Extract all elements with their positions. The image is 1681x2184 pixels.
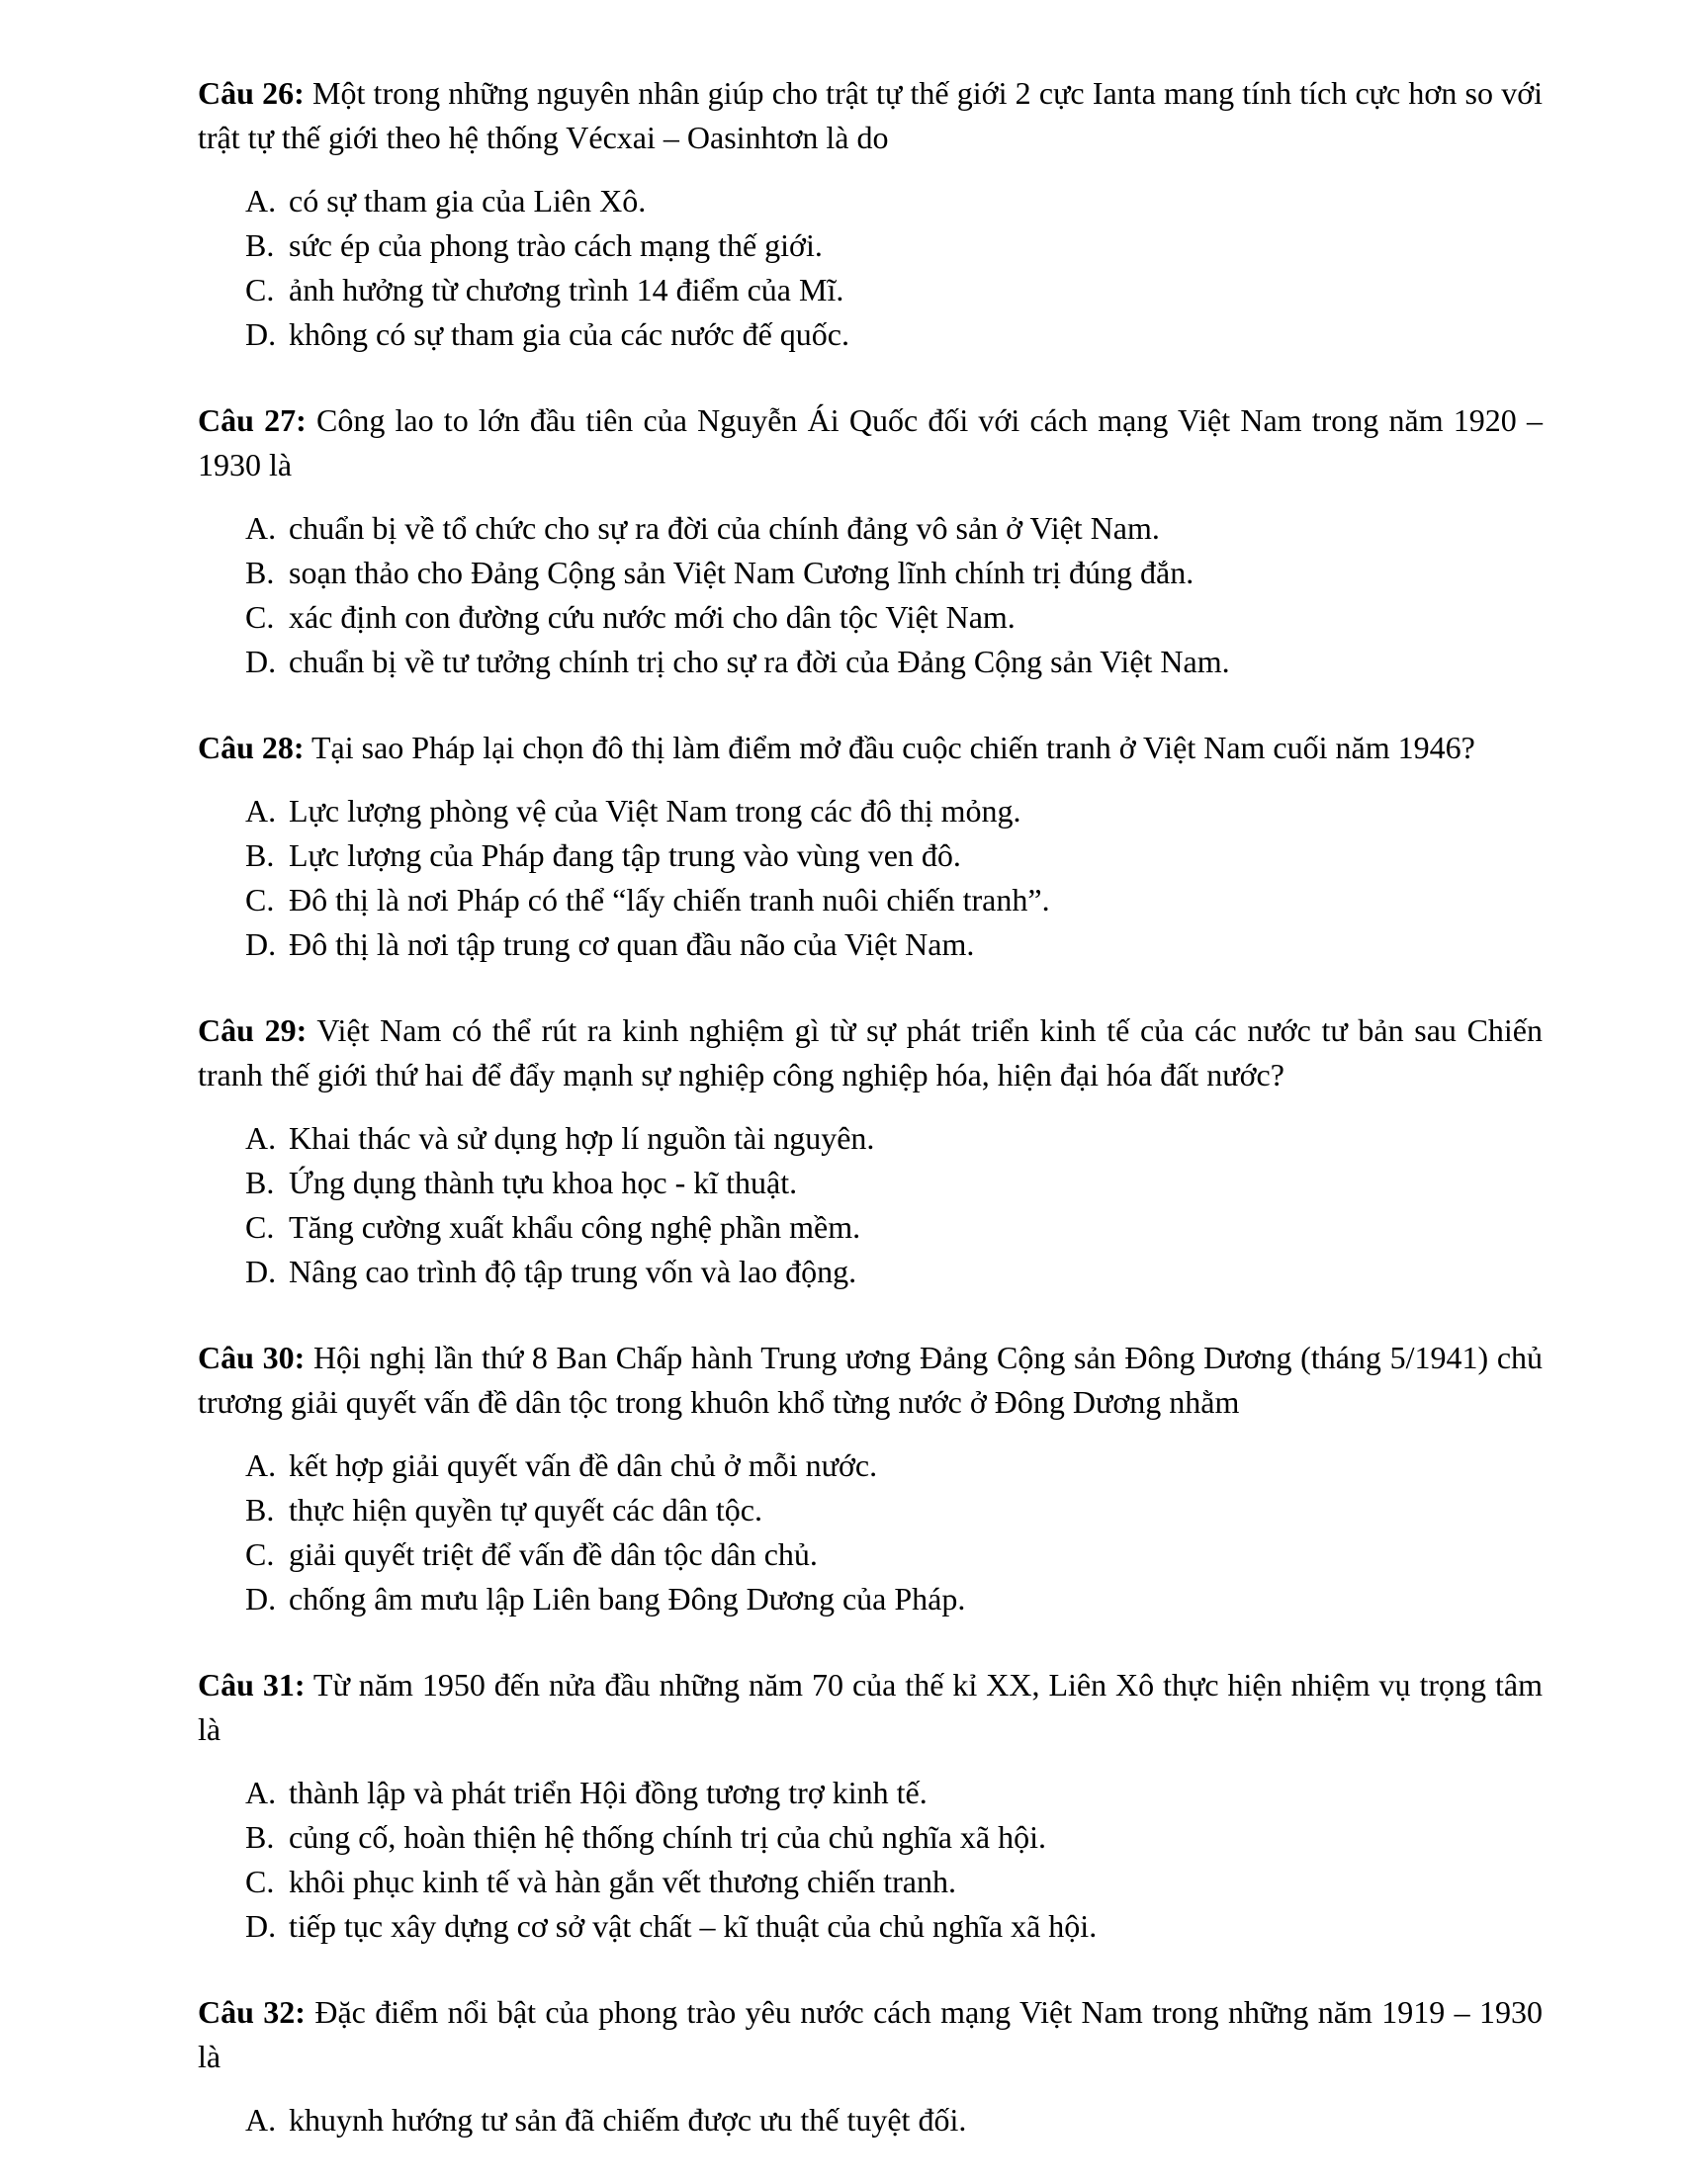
option-text: Lực lượng của Pháp đang tập trung vào vùng ven đô. (289, 837, 961, 873)
option-letter: A. (245, 2102, 277, 2138)
option-text: có sự tham gia của Liên Xô. (289, 183, 647, 218)
question-number: Câu 30: (198, 1340, 306, 1375)
answer-options (198, 1116, 1543, 1294)
option-letter: C. (245, 1864, 275, 1899)
question-text: Việt Nam có thể rút ra kinh nghiệm gì từ sự phát triển kinh tế của các nước tư bản sau Chiến tranh thế giới thứ hai để đẩy mạnh sự nghiệp công nghiệp hóa, hiện đại hóa đất nước? (198, 1012, 1544, 1092)
option-letter: B. (245, 1819, 275, 1855)
question-stem (198, 1336, 1543, 1425)
question-number: Câu 29: (198, 1012, 308, 1048)
question-stem (198, 726, 1543, 770)
option-text: ảnh hưởng từ chương trình 14 điểm của Mĩ. (289, 272, 844, 307)
option-c (245, 1205, 1543, 1250)
question-stem (198, 1008, 1543, 1097)
option-b (245, 223, 1543, 268)
option-text: tiếp tục xây dựng cơ sở vật chất – kĩ thuật của chủ nghĩa xã hội. (289, 1908, 1098, 1944)
option-a (245, 2098, 1543, 2142)
option-text: Đô thị là nơi tập trung cơ quan đầu não của Việt Nam. (289, 926, 975, 962)
option-c (245, 1860, 1543, 1904)
option-letter: D. (245, 644, 277, 679)
question-number: Câu 26: (198, 75, 305, 111)
question-text: Tại sao Pháp lại chọn đô thị làm điểm mở đầu cuộc chiến tranh ở Việt Nam cuối năm 1946? (310, 730, 1475, 765)
answer-options (198, 506, 1543, 684)
option-text: không có sự tham gia của các nước đế quốc. (289, 316, 849, 352)
option-text: khuynh hướng tư sản đã chiếm được ưu thế tuyệt đối. (289, 2102, 967, 2138)
option-text: sức ép của phong trào cách mạng thế giới. (289, 227, 823, 263)
option-text: Nâng cao trình độ tập trung vốn và lao động. (289, 1254, 857, 1289)
option-d (245, 1904, 1543, 1949)
answer-options (198, 1771, 1543, 1949)
option-a (245, 1443, 1543, 1488)
option-letter: A. (245, 793, 277, 829)
option-c (245, 595, 1543, 640)
option-c (245, 878, 1543, 922)
question-stem (198, 1990, 1543, 2079)
option-text: kết hợp giải quyết vấn đề dân chủ ở mỗi nước. (289, 1447, 878, 1483)
question-32 (198, 1990, 1543, 2142)
question-number: Câu 31: (198, 1667, 306, 1703)
option-letter: A. (245, 183, 277, 218)
option-letter: A. (245, 510, 277, 546)
answer-options (198, 2098, 1543, 2142)
option-b (245, 551, 1543, 595)
option-letter: D. (245, 316, 277, 352)
question-text: Đặc điểm nổi bật của phong trào yêu nước cách mạng Việt Nam trong những năm 1919 – 1930 là (198, 1994, 1544, 2074)
option-text: soạn thảo cho Đảng Cộng sản Việt Nam Cương lĩnh chính trị đúng đắn. (289, 555, 1194, 590)
option-letter: D. (245, 926, 277, 962)
option-text: củng cố, hoàn thiện hệ thống chính trị của chủ nghĩa xã hội. (289, 1819, 1047, 1855)
option-letter: B. (245, 227, 275, 263)
option-b (245, 1815, 1543, 1860)
question-31 (198, 1663, 1543, 1949)
option-letter: B. (245, 1165, 275, 1200)
option-text: Khai thác và sử dụng hợp lí nguồn tài nguyên. (289, 1120, 875, 1156)
question-stem (198, 71, 1543, 160)
option-text: chuẩn bị về tổ chức cho sự ra đời của chính đảng vô sản ở Việt Nam. (289, 510, 1160, 546)
option-b (245, 833, 1543, 878)
option-letter: C. (245, 272, 275, 307)
option-d (245, 640, 1543, 684)
option-c (245, 1532, 1543, 1577)
option-a (245, 789, 1543, 833)
option-letter: A. (245, 1447, 277, 1483)
option-text: thực hiện quyền tự quyết các dân tộc. (289, 1492, 762, 1528)
option-text: khôi phục kinh tế và hàn gắn vết thương chiến tranh. (289, 1864, 956, 1899)
option-c (245, 268, 1543, 312)
option-text: Ứng dụng thành tựu khoa học - kĩ thuật. (289, 1165, 798, 1200)
option-letter: C. (245, 1536, 275, 1572)
option-letter: A. (245, 1775, 277, 1810)
option-letter: D. (245, 1581, 277, 1616)
question-number: Câu 32: (198, 1994, 306, 2030)
option-letter: C. (245, 599, 275, 635)
question-text: Công lao to lớn đầu tiên của Nguyễn Ái Quốc đối với cách mạng Việt Nam trong năm 1920 – 1930 là (198, 402, 1544, 482)
option-text: Lực lượng phòng vệ của Việt Nam trong các đô thị mỏng. (289, 793, 1021, 829)
option-letter: B. (245, 1492, 275, 1528)
question-number: Câu 28: (198, 730, 305, 765)
option-a (245, 1771, 1543, 1815)
option-letter: B. (245, 837, 275, 873)
option-a (245, 179, 1543, 223)
option-a (245, 1116, 1543, 1161)
option-letter: C. (245, 1209, 275, 1245)
option-text: Tăng cường xuất khẩu công nghệ phần mềm. (289, 1209, 861, 1245)
question-number: Câu 27: (198, 402, 307, 438)
answer-options (198, 179, 1543, 357)
option-d (245, 1250, 1543, 1294)
option-b (245, 1161, 1543, 1205)
option-text: xác định con đường cứu nước mới cho dân tộc Việt Nam. (289, 599, 1016, 635)
question-text: Từ năm 1950 đến nửa đầu những năm 70 của thế kỉ XX, Liên Xô thực hiện nhiệm vụ trọng tâm là (198, 1667, 1544, 1747)
exam-page (198, 71, 1543, 2184)
option-text: giải quyết triệt để vấn đề dân tộc dân chủ. (289, 1536, 818, 1572)
option-a (245, 506, 1543, 551)
question-stem (198, 1663, 1543, 1752)
question-text: Một trong những nguyên nhân giúp cho trật tự thế giới 2 cực Ianta mang tính tích cực hơn so với trật tự thế giới theo hệ thống Vécxai – Oasinhtơn là do (198, 75, 1544, 155)
option-text: chuẩn bị về tư tưởng chính trị cho sự ra đời của Đảng Cộng sản Việt Nam. (289, 644, 1230, 679)
option-text: Đô thị là nơi Pháp có thể “lấy chiến tranh nuôi chiến tranh”. (289, 882, 1050, 917)
option-d (245, 1577, 1543, 1621)
question-stem (198, 398, 1543, 487)
question-26 (198, 71, 1543, 357)
option-letter: D. (245, 1908, 277, 1944)
option-letter: A. (245, 1120, 277, 1156)
question-27 (198, 398, 1543, 684)
question-29 (198, 1008, 1543, 1294)
question-text: Hội nghị lần thứ 8 Ban Chấp hành Trung ương Đảng Cộng sản Đông Dương (tháng 5/1941) chủ trương giải quyết vấn đề dân tộc trong khuôn khổ từng nước ở Đông Dương nhằm (198, 1340, 1544, 1420)
answer-options (198, 1443, 1543, 1621)
option-d (245, 922, 1543, 967)
option-letter: B. (245, 555, 275, 590)
option-letter: D. (245, 1254, 277, 1289)
option-d (245, 312, 1543, 357)
option-text: chống âm mưu lập Liên bang Đông Dương của Pháp. (289, 1581, 966, 1616)
option-text: thành lập và phát triển Hội đồng tương trợ kinh tế. (289, 1775, 928, 1810)
answer-options (198, 789, 1543, 967)
option-letter: C. (245, 882, 275, 917)
option-b (245, 1488, 1543, 1532)
question-28 (198, 726, 1543, 967)
question-30 (198, 1336, 1543, 1621)
